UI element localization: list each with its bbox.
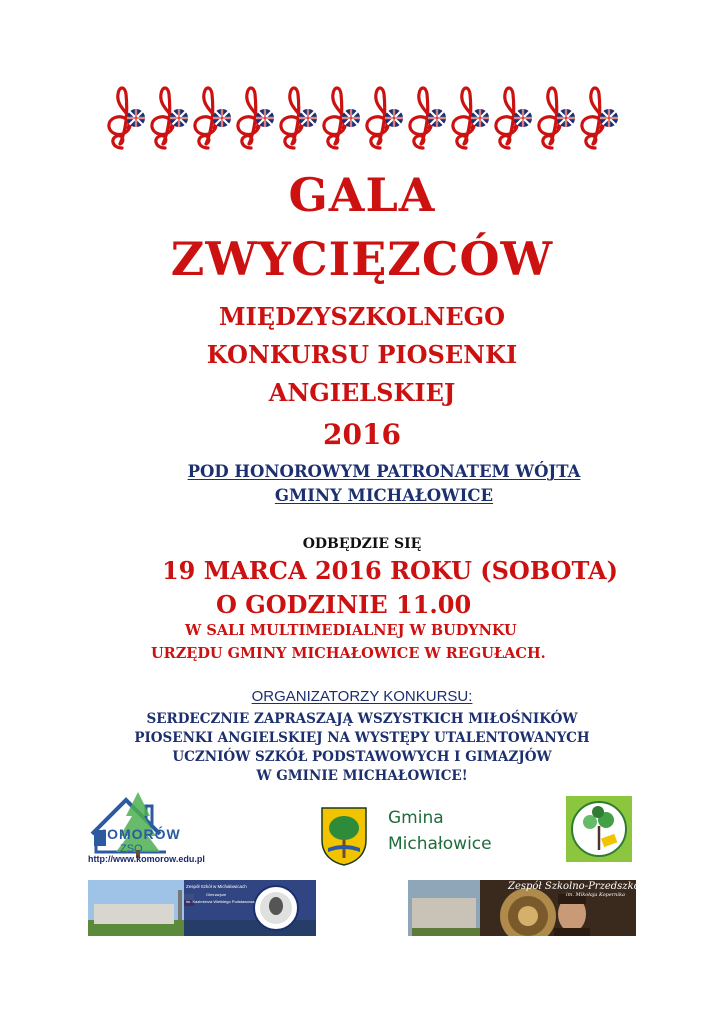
- treble-clef-row: [104, 84, 624, 156]
- treble-clef-icon: [109, 88, 145, 148]
- invitation-line-2: PIOSENKI ANGIELSKIEJ NA WYSTĘPY UTALENTOWANYCH: [134, 730, 590, 746]
- gmina-crest-icon: [320, 806, 368, 866]
- gmina-name-line-2: Michałowice: [388, 834, 492, 854]
- event-place-line-2: URZĘDU GMINY MICHAŁOWICE W REGUŁACH.: [151, 645, 546, 662]
- patronage-line-2: GMINY MICHAŁOWICE: [274, 486, 494, 505]
- treble-clef-icon: [453, 88, 489, 148]
- patronage-line-1: POD HONOROWYM PATRONATEM WÓJTA: [187, 462, 581, 481]
- treble-clef-icon: [582, 88, 618, 148]
- invitation-line-1: SERDECZNIE ZAPRASZAJĄ WSZYSTKICH MIŁOŚNIKÓW: [146, 711, 578, 727]
- treble-clef-icon: [324, 88, 360, 148]
- event-intro: ODBĘDZIE SIĘ: [302, 536, 422, 552]
- photo1-caption-line-3: im. Kazimierza Wielkiego Podstawowa: [186, 899, 255, 904]
- event-place-line-1: W SALI MULTIMEDIALNEJ W BUDYNKU: [185, 622, 517, 639]
- subtitle-line-3: ANGIELSKIEJ: [268, 378, 456, 407]
- treble-clef-icon: [195, 88, 231, 148]
- komorow-name: KOMORÓW: [96, 826, 181, 842]
- photo1-caption-line-1: Zespół Szkół w Michałowicach: [186, 884, 247, 889]
- treble-clef-icon: [152, 88, 188, 148]
- subtitle-line-1: MIĘDZYSZKOLNEGO: [218, 302, 506, 331]
- invitation-line-3: UCZNIÓW SZKÓŁ PODSTAWOWYCH I GIMAZJÓW: [172, 749, 552, 765]
- treble-clef-icon: [281, 88, 317, 148]
- treble-clef-icon: [539, 88, 575, 148]
- treble-clef-icon: [496, 88, 532, 148]
- patronage: [144, 460, 624, 508]
- title-line-2: ZWYCIĘZCÓW: [170, 232, 554, 286]
- organizers-heading: [0, 688, 724, 705]
- organizers-heading-text: ORGANIZATORZY KONKURSU:: [251, 688, 473, 705]
- treble-clef-icon: [238, 88, 274, 148]
- invitation-line-4: W GMINIE MICHAŁOWICE!: [256, 768, 468, 784]
- photo1-caption-line-2: Gimnazjum: [206, 892, 227, 897]
- komorow-url[interactable]: http://www.komorow.edu.pl: [88, 854, 205, 864]
- event-year: 2016: [323, 418, 401, 451]
- treble-clef-icon: [367, 88, 403, 148]
- gmina-name-line-1: Gmina: [388, 808, 444, 828]
- photo2-caption-line-1: Zespół Szkolno-Przedszkolny: [508, 881, 655, 892]
- event-hour: O GODZINIE 11.00: [216, 590, 472, 619]
- komorow-abbr: ZSO: [120, 843, 143, 855]
- subtitle-line-2: KONKURSU PIOSENKI: [206, 340, 518, 369]
- photo2-caption-line-2: im. Mikołaja Kopernika: [566, 892, 625, 898]
- school-badge-logo: [566, 796, 632, 862]
- treble-clef-icon: [410, 88, 446, 148]
- title-line-1: GALA: [288, 168, 436, 222]
- event-date: 19 MARCA 2016 ROKU (SOBOTA): [161, 556, 618, 585]
